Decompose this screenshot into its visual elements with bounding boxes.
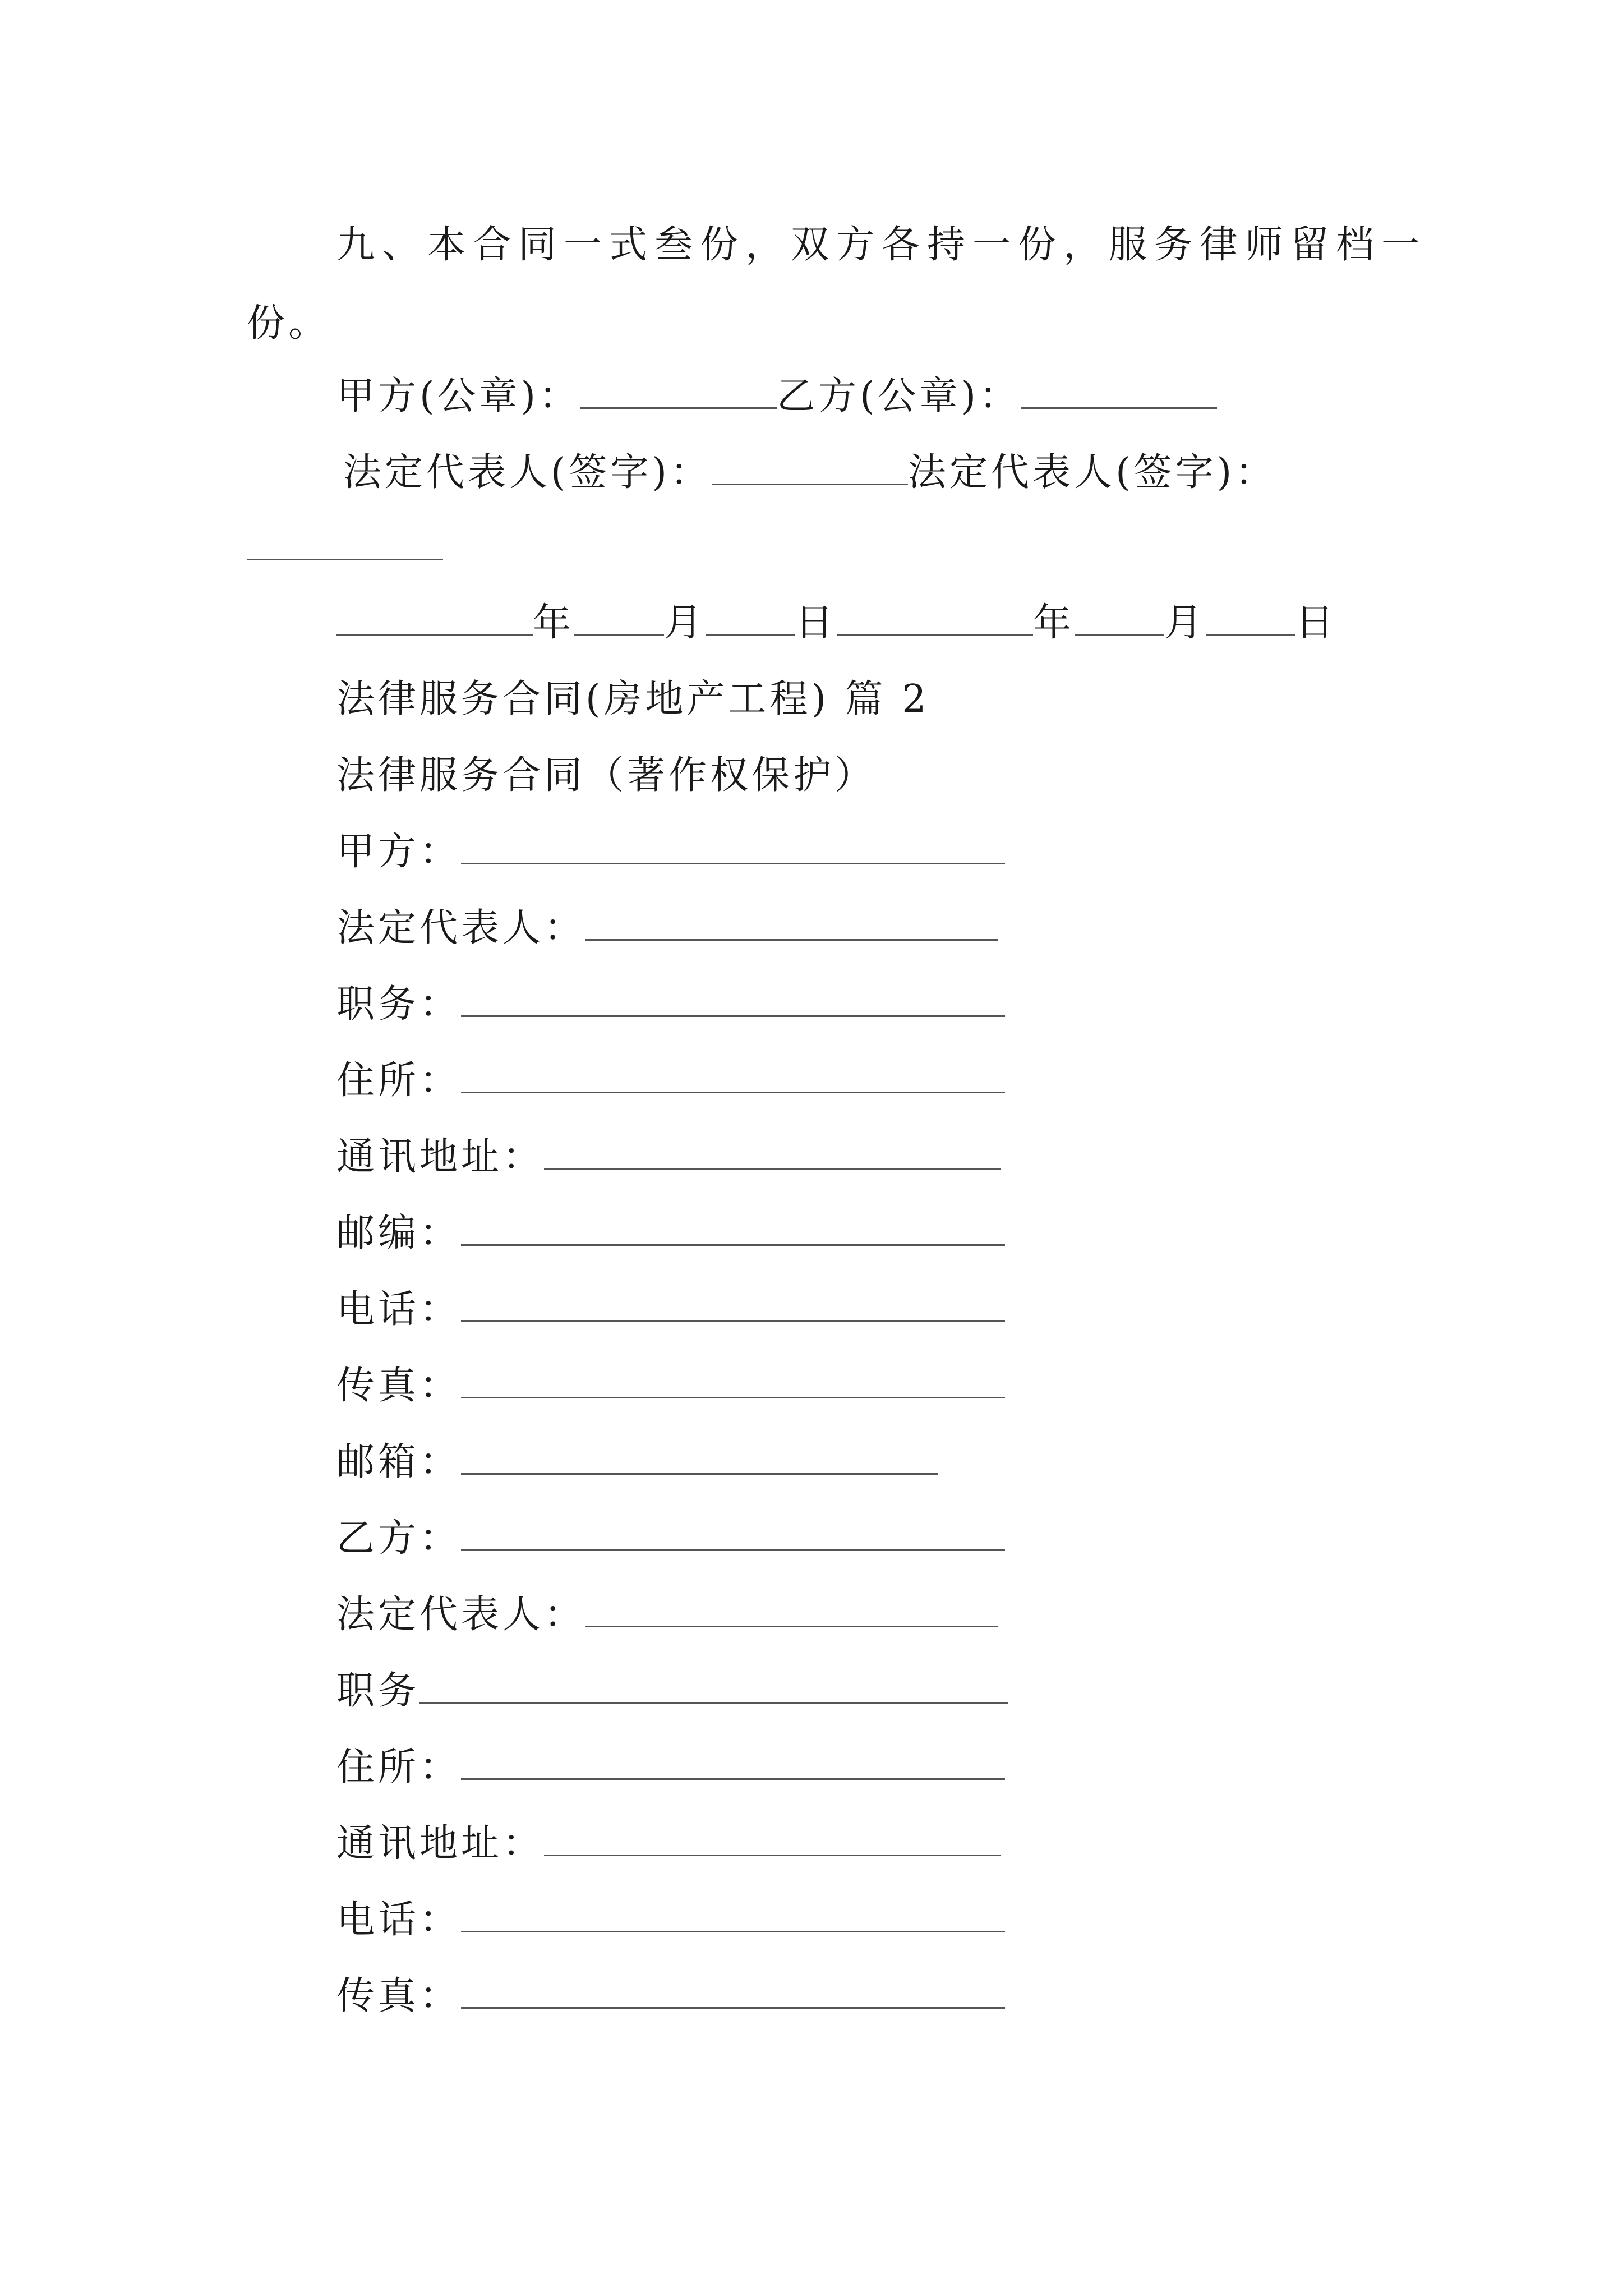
party-a-name-field xyxy=(336,827,1005,877)
field-blank[interactable] xyxy=(585,907,998,941)
party-a-legal-rep-field xyxy=(336,903,998,954)
year-label-b: 年 xyxy=(1033,601,1075,645)
field-label: 邮编： xyxy=(336,1211,462,1255)
party-a-fax-field xyxy=(336,1361,1005,1411)
party-b-day-blank[interactable] xyxy=(1206,600,1295,636)
field-label: 住所： xyxy=(336,1059,462,1103)
party-b-domicile-field xyxy=(336,1742,1005,1793)
day-label-b: 日 xyxy=(1295,601,1338,645)
field-blank[interactable] xyxy=(461,1288,1005,1322)
party-b-legal-rep-field xyxy=(336,1590,998,1640)
party-b-position-field xyxy=(336,1666,1008,1717)
party-b-year-blank[interactable] xyxy=(837,600,1033,636)
section-heading: 法律服务合同(房地产工程) 篇 2 xyxy=(336,677,930,721)
party-a-month-blank[interactable] xyxy=(574,600,664,636)
field-label: 电话： xyxy=(336,1287,462,1332)
contract-title: 法律服务合同（著作权保护） xyxy=(336,753,877,798)
month-label-b: 月 xyxy=(1164,601,1206,645)
field-blank[interactable] xyxy=(461,1746,1005,1780)
clause-9-line-1: 九、本合同一式叁份，双方各持一份，服务律师留档一 xyxy=(336,223,1427,267)
field-blank[interactable] xyxy=(461,1441,938,1475)
party-b-month-blank[interactable] xyxy=(1075,600,1164,636)
party-b-seal-label: 乙方(公章)： xyxy=(777,374,1021,418)
field-label: 住所： xyxy=(336,1745,462,1789)
party-a-address-field xyxy=(336,1132,1001,1182)
party-b-address-field xyxy=(336,1819,1001,1869)
party-a-rep-label: 法定代表人(签字)： xyxy=(343,450,712,495)
party-a-phone-field xyxy=(336,1285,1005,1335)
party-a-postcode-field xyxy=(336,1208,1005,1259)
party-a-rep-blank[interactable] xyxy=(712,450,908,485)
field-label: 乙方： xyxy=(336,1516,462,1561)
representative-row xyxy=(343,448,1276,498)
field-blank[interactable] xyxy=(461,830,1005,864)
field-blank[interactable] xyxy=(461,1975,1005,2009)
field-blank[interactable] xyxy=(461,1898,1005,1932)
party-b-rep-blank[interactable] xyxy=(247,525,443,560)
field-blank[interactable] xyxy=(461,1517,1005,1551)
seal-row xyxy=(336,371,1217,422)
day-label-a: 日 xyxy=(795,601,837,645)
field-label: 通讯地址： xyxy=(336,1821,545,1866)
party-b-name-field xyxy=(336,1513,1005,1564)
field-label: 传真： xyxy=(336,1364,462,1408)
field-label: 甲方： xyxy=(336,830,462,874)
party-b-rep-blank-row xyxy=(247,523,443,573)
clause-9-line-2: 份。 xyxy=(247,301,330,346)
year-label-a: 年 xyxy=(533,601,575,645)
field-blank[interactable] xyxy=(544,1822,1001,1856)
field-label: 职务： xyxy=(336,982,462,1027)
party-b-seal-blank[interactable] xyxy=(1021,374,1217,409)
field-label: 法定代表人： xyxy=(336,906,586,950)
field-blank[interactable] xyxy=(585,1593,998,1627)
field-label: 职务 xyxy=(336,1669,420,1713)
party-a-seal-label: 甲方(公章)： xyxy=(336,374,581,418)
party-a-domicile-field xyxy=(336,1056,1005,1106)
field-label: 法定代表人： xyxy=(336,1593,586,1637)
party-b-phone-field xyxy=(336,1895,1005,1945)
field-blank[interactable] xyxy=(461,1059,1005,1093)
month-label-a: 月 xyxy=(664,601,706,645)
field-label: 电话： xyxy=(336,1898,462,1942)
field-label: 通讯地址： xyxy=(336,1135,545,1179)
party-a-position-field xyxy=(336,979,1005,1030)
field-blank[interactable] xyxy=(419,1669,1008,1704)
party-a-email-field xyxy=(336,1437,938,1488)
date-row xyxy=(336,598,1337,648)
party-a-year-blank[interactable] xyxy=(336,600,533,636)
party-a-seal-blank[interactable] xyxy=(580,374,777,409)
field-blank[interactable] xyxy=(461,983,1005,1017)
field-blank[interactable] xyxy=(461,1364,1005,1398)
field-label: 邮箱： xyxy=(336,1440,462,1484)
field-label: 传真： xyxy=(336,1974,462,2018)
party-b-rep-label: 法定代表人(签字)： xyxy=(908,450,1277,495)
party-a-day-blank[interactable] xyxy=(706,600,795,636)
field-blank[interactable] xyxy=(544,1135,1001,1170)
party-b-fax-field xyxy=(336,1971,1005,2022)
field-blank[interactable] xyxy=(461,1212,1005,1246)
